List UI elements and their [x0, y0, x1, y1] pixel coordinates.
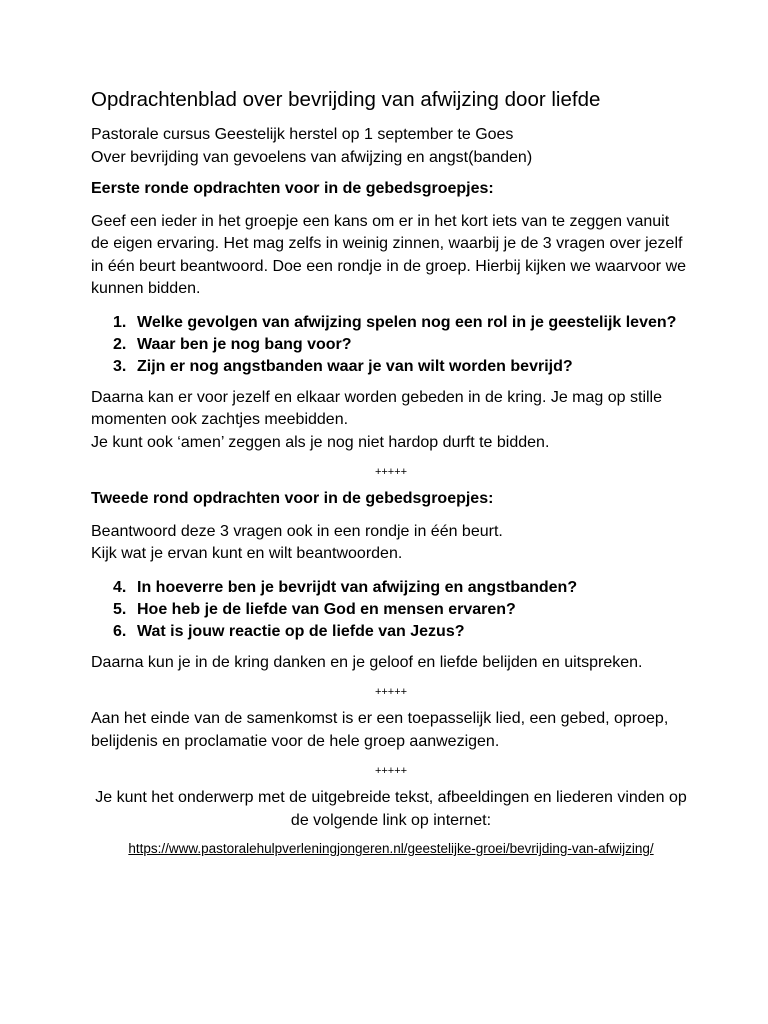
- round1-heading: Eerste ronde opdrachten voor in de gebedsgroepjes:: [91, 180, 494, 197]
- question-text: Waar ben je nog bang voor?: [137, 335, 352, 353]
- document-body: [91, 86, 691, 858]
- question-number: 1.: [113, 313, 127, 331]
- round1-question-list: [91, 312, 691, 378]
- round2-heading: Tweede rond opdrachten voor in de gebedsgroepjes:: [91, 490, 494, 507]
- question-number: 4.: [113, 578, 127, 596]
- question-number: 6.: [113, 622, 127, 640]
- question-item: [91, 621, 691, 643]
- question-item: [91, 312, 691, 334]
- intro-line-2: Over bevrijding van gevoelens van afwijzing en angst(banden): [91, 148, 533, 166]
- question-item: [91, 334, 691, 356]
- question-text: In hoeverre ben je bevrijdt van afwijzing en angstbanden?: [137, 578, 578, 596]
- round2-line-1: Beantwoord deze 3 vragen ook in een rondje in één beurt.: [91, 522, 503, 540]
- footer-link[interactable]: https://www.pastoralehulpverleningjongeren.nl/geestelijke-groei/bevrijding-van-afwijzing/: [128, 841, 654, 856]
- round1-after-paragraph: Daarna kan er voor jezelf en elkaar worden gebeden in de kring. Je mag op stille momenten ook zachtjes meebidden.: [91, 388, 662, 428]
- round1-paragraph: Geef een ieder in het groepje een kans om er in het kort iets van te zeggen vanuit de eigen ervaring. Het mag zelfs in weinig zinnen, waarbij je de 3 vragen over jezelf in één beurt beantwoord. Doe een rondje in de groep. Hierbij kijken we waarvoor we kunnen bidden.: [91, 212, 687, 297]
- footer-text: Je kunt het onderwerp met de uitgebreide tekst, afbeeldingen en liederen vinden op de volgende link op internet:: [95, 789, 687, 829]
- round2-question-list: [91, 577, 691, 643]
- question-item: [91, 599, 691, 621]
- closing-paragraph: Aan het einde van de samenkomst is er een toepasselijk lied, een gebed, oproep, belijdenis en proclamatie voor de hele groep aanwezigen.: [91, 710, 669, 750]
- round2-after: Daarna kun je in de kring danken en je geloof en liefde belijden en uitspreken.: [91, 653, 643, 671]
- round1-after-line: Je kunt ook ‘amen’ zeggen als je nog niet hardop durft te bidden.: [91, 433, 550, 451]
- question-item: [91, 356, 691, 378]
- question-text: Welke gevolgen van afwijzing spelen nog een rol in je geestelijk leven?: [137, 313, 677, 331]
- question-number: 3.: [113, 357, 127, 375]
- question-number: 2.: [113, 335, 127, 353]
- section-separator: +++++: [374, 686, 408, 698]
- document-title: Opdrachtenblad over bevrijding van afwijzing door liefde: [91, 88, 601, 111]
- question-text: Hoe heb je de liefde van God en mensen ervaren?: [137, 600, 516, 618]
- question-number: 5.: [113, 600, 127, 618]
- section-separator: +++++: [374, 466, 408, 478]
- question-text: Zijn er nog angstbanden waar je van wilt worden bevrijd?: [137, 357, 573, 375]
- question-text: Wat is jouw reactie op de liefde van Jezus?: [137, 622, 465, 640]
- section-separator: +++++: [374, 765, 408, 777]
- intro-line-1: Pastorale cursus Geestelijk herstel op 1 september te Goes: [91, 126, 514, 143]
- question-item: [91, 577, 691, 599]
- round2-line-2: Kijk wat je ervan kunt en wilt beantwoorden.: [91, 545, 403, 562]
